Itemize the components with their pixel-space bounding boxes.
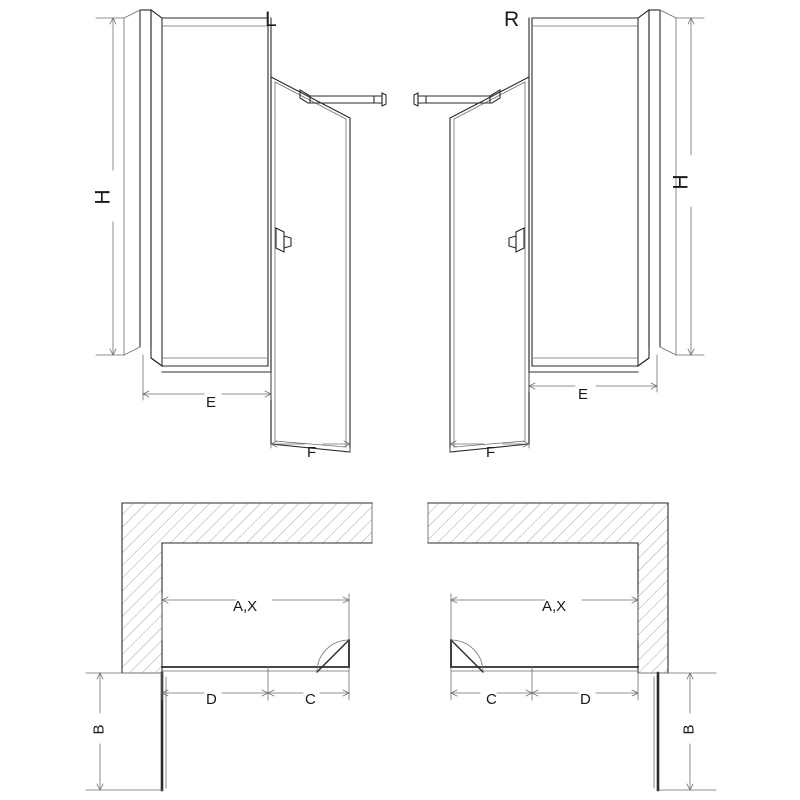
left-elevation-door-label: F [307, 444, 317, 461]
right-plan-enclosure [451, 667, 658, 790]
left-plan-enclosure [162, 667, 349, 790]
left-elevation-height-label: H [91, 189, 115, 205]
right-plan-segment-dimensions [451, 667, 638, 700]
right-elevation-fixed-panel [529, 10, 649, 444]
left-elevation-base-rail [151, 358, 271, 372]
left-elevation-drawing [96, 10, 386, 452]
right-elevation-door-label: F [486, 444, 496, 461]
left-elevation-height-dimension [96, 18, 124, 355]
left-plan-wall-hatch [122, 503, 372, 673]
right-plan-wall-hatch [428, 503, 668, 673]
right-elevation-drawing [414, 10, 704, 452]
right-elevation-panel-label: E [578, 386, 589, 403]
variant-right-title: R [504, 8, 520, 31]
left-plan-drawing [86, 503, 372, 790]
right-elevation-base-rail [529, 358, 649, 372]
right-elevation-door-leaf [450, 77, 529, 452]
left-elevation-top-bar [300, 90, 386, 106]
right-plan-door-label: C [486, 691, 497, 708]
left-plan-door-label: C [305, 691, 316, 708]
left-plan-panel-label: D [206, 691, 217, 708]
right-plan-depth-label: B [680, 724, 698, 735]
right-elevation-handle [509, 228, 524, 252]
left-elevation-panel-label: E [206, 394, 217, 411]
left-elevation-wall [124, 10, 151, 355]
right-plan-drawing [428, 503, 716, 790]
variant-left-title: L [265, 8, 277, 31]
left-plan-width-label: A,X [233, 598, 258, 615]
left-elevation-door-leaf [271, 77, 350, 452]
left-plan-depth-label: B [90, 724, 108, 735]
left-elevation-fixed-panel [151, 10, 271, 444]
left-plan-segment-dimensions [162, 667, 349, 700]
right-elevation-top-bar [414, 90, 500, 106]
right-elevation-height-label: H [669, 174, 693, 190]
right-plan-panel-label: D [580, 691, 591, 708]
right-plan-width-label: A,X [542, 598, 567, 615]
left-elevation-handle [276, 228, 291, 252]
